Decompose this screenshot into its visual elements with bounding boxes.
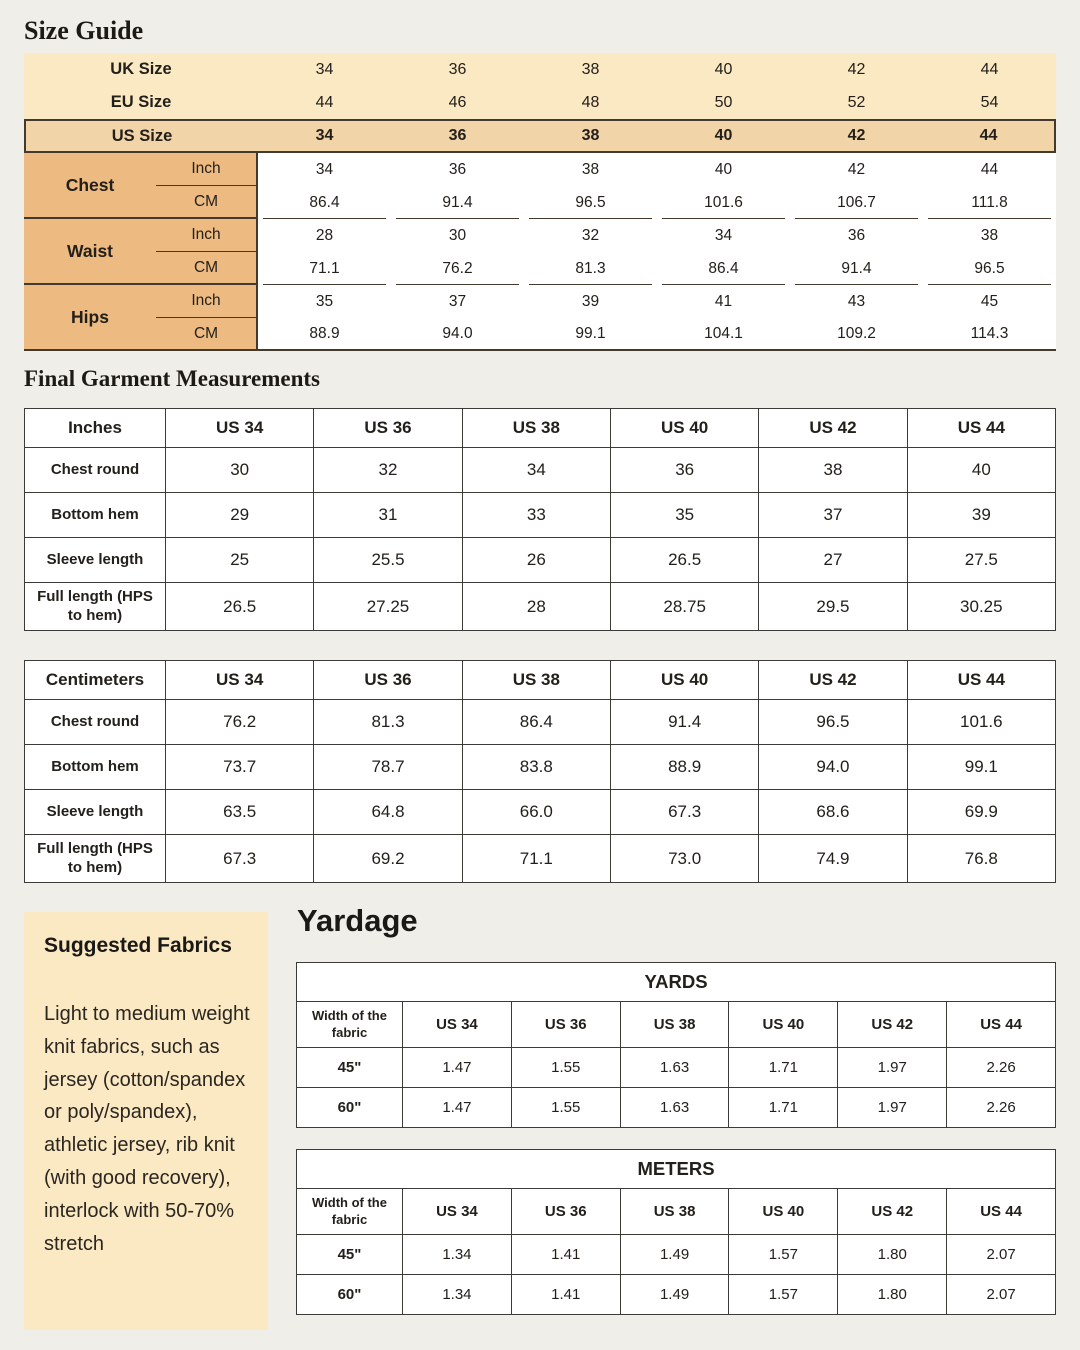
row-label: 60" xyxy=(297,1275,403,1315)
table-cell: 78.7 xyxy=(314,745,462,790)
cm-unit-label: CM xyxy=(156,186,258,219)
column-header: US 38 xyxy=(462,661,610,700)
table-cell: 1.57 xyxy=(729,1275,838,1315)
table-cell: 104.1 xyxy=(657,318,790,351)
chest-label: Chest xyxy=(24,153,156,219)
table-cell: 41 xyxy=(657,285,790,318)
table-cell: 114.3 xyxy=(923,318,1056,351)
table-cell: 81.3 xyxy=(314,700,462,745)
table-cell: 34 xyxy=(258,153,391,186)
table-cell: 91.4 xyxy=(790,252,923,285)
table-cell: 73.7 xyxy=(166,745,314,790)
row-label: Full length (HPS to hem) xyxy=(25,835,166,883)
table-cell: 101.6 xyxy=(907,700,1055,745)
table-cell: 27.5 xyxy=(907,538,1055,583)
column-header: US 42 xyxy=(838,1002,947,1048)
table-cell: 39 xyxy=(524,285,657,318)
unit-header: Inches xyxy=(25,409,166,448)
table-cell: 43 xyxy=(790,285,923,318)
column-header: US 34 xyxy=(166,661,314,700)
table-cell: 29 xyxy=(166,493,314,538)
row-label: Bottom hem xyxy=(25,493,166,538)
suggested-fabrics-text: Light to medium weight knit fabrics, such as jersey (cotton/spandex or poly/spandex), athletic jersey, rib knit (with good recovery), interlock with 50-70% stretch xyxy=(44,1003,250,1255)
inches-table xyxy=(24,408,1056,631)
table-cell: 40 xyxy=(907,448,1055,493)
table-cell: 32 xyxy=(524,219,657,252)
table-cell: 111.8 xyxy=(923,186,1056,219)
table-cell: 66.0 xyxy=(462,790,610,835)
table-cell: 25.5 xyxy=(314,538,462,583)
table-cell: 34 xyxy=(462,448,610,493)
column-header: US 44 xyxy=(907,661,1055,700)
table-cell: 109.2 xyxy=(790,318,923,351)
table-cell: 25 xyxy=(166,538,314,583)
yards-header: YARDS xyxy=(297,963,1056,1002)
table-cell: 69.2 xyxy=(314,835,462,883)
hips-label: Hips xyxy=(24,285,156,351)
column-header: US 40 xyxy=(610,661,758,700)
table-cell: 27.25 xyxy=(314,583,462,631)
table-cell: 1.80 xyxy=(838,1235,947,1275)
table-cell: 40 xyxy=(657,153,790,186)
table-cell: 81.3 xyxy=(524,252,657,285)
table-cell: 86.4 xyxy=(258,186,391,219)
table-cell: 38 xyxy=(923,219,1056,252)
table-cell: 48 xyxy=(524,86,657,119)
table-cell: 35 xyxy=(258,285,391,318)
table-cell: 91.4 xyxy=(610,700,758,745)
table-cell: 1.34 xyxy=(403,1235,512,1275)
table-cell: 26 xyxy=(462,538,610,583)
table-cell: 1.55 xyxy=(511,1048,620,1088)
table-cell: 38 xyxy=(524,53,657,86)
uk-size-label: UK Size xyxy=(24,53,258,86)
table-cell: 36 xyxy=(391,119,524,153)
table-cell: 64.8 xyxy=(314,790,462,835)
row-label: 45" xyxy=(297,1048,403,1088)
table-cell: 106.7 xyxy=(790,186,923,219)
table-cell: 34 xyxy=(258,53,391,86)
table-cell: 76.8 xyxy=(907,835,1055,883)
fgm-title: Final Garment Measurements xyxy=(24,366,320,391)
column-header: US 34 xyxy=(166,409,314,448)
table-cell: 45 xyxy=(923,285,1056,318)
table-cell: 94.0 xyxy=(391,318,524,351)
table-cell: 34 xyxy=(258,119,391,153)
table-cell: 99.1 xyxy=(524,318,657,351)
column-header: US 34 xyxy=(403,1189,512,1235)
row-label: Full length (HPS to hem) xyxy=(25,583,166,631)
table-cell: 29.5 xyxy=(759,583,907,631)
table-cell: 52 xyxy=(790,86,923,119)
inch-unit-label: Inch xyxy=(156,153,258,186)
column-header: US 38 xyxy=(462,409,610,448)
table-cell: 86.4 xyxy=(657,252,790,285)
table-cell: 32 xyxy=(314,448,462,493)
unit-header: Centimeters xyxy=(25,661,166,700)
table-cell: 42 xyxy=(790,153,923,186)
table-cell: 44 xyxy=(923,53,1056,86)
eu-size-label: EU Size xyxy=(24,86,258,119)
column-header: US 40 xyxy=(729,1189,838,1235)
table-cell: 36 xyxy=(790,219,923,252)
table-cell: 30.25 xyxy=(907,583,1055,631)
inch-unit-label: Inch xyxy=(156,219,258,252)
table-cell: 44 xyxy=(923,119,1056,153)
table-cell: 37 xyxy=(759,493,907,538)
table-cell: 76.2 xyxy=(391,252,524,285)
table-cell: 30 xyxy=(166,448,314,493)
table-cell: 1.63 xyxy=(620,1048,729,1088)
column-header: US 40 xyxy=(729,1002,838,1048)
table-cell: 27 xyxy=(759,538,907,583)
column-header: US 40 xyxy=(610,409,758,448)
table-cell: 96.5 xyxy=(923,252,1056,285)
us-size-label: US Size xyxy=(24,119,258,153)
row-label: Sleeve length xyxy=(25,790,166,835)
row-label: Chest round xyxy=(25,700,166,745)
table-cell: 28.75 xyxy=(610,583,758,631)
table-cell: 71.1 xyxy=(462,835,610,883)
column-header: US 36 xyxy=(314,661,462,700)
table-cell: 1.47 xyxy=(403,1048,512,1088)
column-header: US 38 xyxy=(620,1189,729,1235)
table-cell: 69.9 xyxy=(907,790,1055,835)
table-cell: 39 xyxy=(907,493,1055,538)
size-conversion-table xyxy=(24,53,1056,351)
table-cell: 73.0 xyxy=(610,835,758,883)
table-cell: 2.07 xyxy=(947,1235,1056,1275)
column-header: US 42 xyxy=(838,1189,947,1235)
table-cell: 1.49 xyxy=(620,1275,729,1315)
table-cell: 38 xyxy=(524,153,657,186)
table-cell: 63.5 xyxy=(166,790,314,835)
table-cell: 71.1 xyxy=(258,252,391,285)
column-header: US 42 xyxy=(759,661,907,700)
column-header: US 36 xyxy=(314,409,462,448)
table-cell: 1.49 xyxy=(620,1235,729,1275)
suggested-fabrics-title: Suggested Fabrics xyxy=(44,934,232,957)
table-cell: 2.07 xyxy=(947,1275,1056,1315)
column-header: US 42 xyxy=(759,409,907,448)
table-cell: 42 xyxy=(790,53,923,86)
column-header: US 36 xyxy=(511,1002,620,1048)
table-cell: 101.6 xyxy=(657,186,790,219)
width-of-fabric-label: Width of the fabric xyxy=(297,1189,403,1235)
table-cell: 1.41 xyxy=(511,1275,620,1315)
table-cell: 31 xyxy=(314,493,462,538)
table-cell: 44 xyxy=(923,153,1056,186)
cm-unit-label: CM xyxy=(156,318,258,351)
table-cell: 1.71 xyxy=(729,1048,838,1088)
page-title: Size Guide xyxy=(24,16,144,45)
table-cell: 88.9 xyxy=(258,318,391,351)
table-cell: 33 xyxy=(462,493,610,538)
table-cell: 26.5 xyxy=(610,538,758,583)
width-of-fabric-label: Width of the fabric xyxy=(297,1002,403,1048)
table-cell: 37 xyxy=(391,285,524,318)
cm-unit-label: CM xyxy=(156,252,258,285)
column-header: US 44 xyxy=(907,409,1055,448)
table-cell: 36 xyxy=(391,53,524,86)
yards-table xyxy=(296,962,1056,1128)
table-cell: 83.8 xyxy=(462,745,610,790)
table-cell: 36 xyxy=(610,448,758,493)
table-cell: 2.26 xyxy=(947,1048,1056,1088)
inch-unit-label: Inch xyxy=(156,285,258,318)
table-cell: 1.57 xyxy=(729,1235,838,1275)
table-cell: 1.80 xyxy=(838,1275,947,1315)
table-cell: 54 xyxy=(923,86,1056,119)
table-cell: 99.1 xyxy=(907,745,1055,790)
table-cell: 28 xyxy=(462,583,610,631)
column-header: US 44 xyxy=(947,1002,1056,1048)
table-cell: 96.5 xyxy=(759,700,907,745)
table-cell: 1.47 xyxy=(403,1088,512,1128)
yardage-title: Yardage xyxy=(297,903,418,938)
table-cell: 67.3 xyxy=(166,835,314,883)
table-cell: 76.2 xyxy=(166,700,314,745)
meters-header: METERS xyxy=(297,1150,1056,1189)
table-cell: 38 xyxy=(759,448,907,493)
column-header: US 38 xyxy=(620,1002,729,1048)
column-header: US 34 xyxy=(403,1002,512,1048)
table-cell: 1.41 xyxy=(511,1235,620,1275)
table-cell: 42 xyxy=(790,119,923,153)
centimeters-table xyxy=(24,660,1056,883)
waist-label: Waist xyxy=(24,219,156,285)
row-label: 45" xyxy=(297,1235,403,1275)
table-cell: 40 xyxy=(657,119,790,153)
table-cell: 30 xyxy=(391,219,524,252)
column-header: US 36 xyxy=(511,1189,620,1235)
table-cell: 2.26 xyxy=(947,1088,1056,1128)
table-cell: 38 xyxy=(524,119,657,153)
table-cell: 1.55 xyxy=(511,1088,620,1128)
table-cell: 1.71 xyxy=(729,1088,838,1128)
table-cell: 74.9 xyxy=(759,835,907,883)
table-cell: 1.97 xyxy=(838,1048,947,1088)
table-cell: 1.63 xyxy=(620,1088,729,1128)
suggested-fabrics-box xyxy=(24,912,268,1330)
meters-table xyxy=(296,1149,1056,1315)
table-cell: 50 xyxy=(657,86,790,119)
table-cell: 94.0 xyxy=(759,745,907,790)
row-label: Sleeve length xyxy=(25,538,166,583)
table-cell: 67.3 xyxy=(610,790,758,835)
row-label: Chest round xyxy=(25,448,166,493)
table-cell: 44 xyxy=(258,86,391,119)
table-cell: 36 xyxy=(391,153,524,186)
table-cell: 46 xyxy=(391,86,524,119)
table-cell: 26.5 xyxy=(166,583,314,631)
table-cell: 68.6 xyxy=(759,790,907,835)
table-cell: 96.5 xyxy=(524,186,657,219)
table-cell: 91.4 xyxy=(391,186,524,219)
column-header: US 44 xyxy=(947,1189,1056,1235)
table-cell: 34 xyxy=(657,219,790,252)
table-cell: 40 xyxy=(657,53,790,86)
table-cell: 1.34 xyxy=(403,1275,512,1315)
table-cell: 88.9 xyxy=(610,745,758,790)
table-cell: 28 xyxy=(258,219,391,252)
row-label: Bottom hem xyxy=(25,745,166,790)
table-cell: 1.97 xyxy=(838,1088,947,1128)
row-label: 60" xyxy=(297,1088,403,1128)
table-cell: 86.4 xyxy=(462,700,610,745)
table-cell: 35 xyxy=(610,493,758,538)
